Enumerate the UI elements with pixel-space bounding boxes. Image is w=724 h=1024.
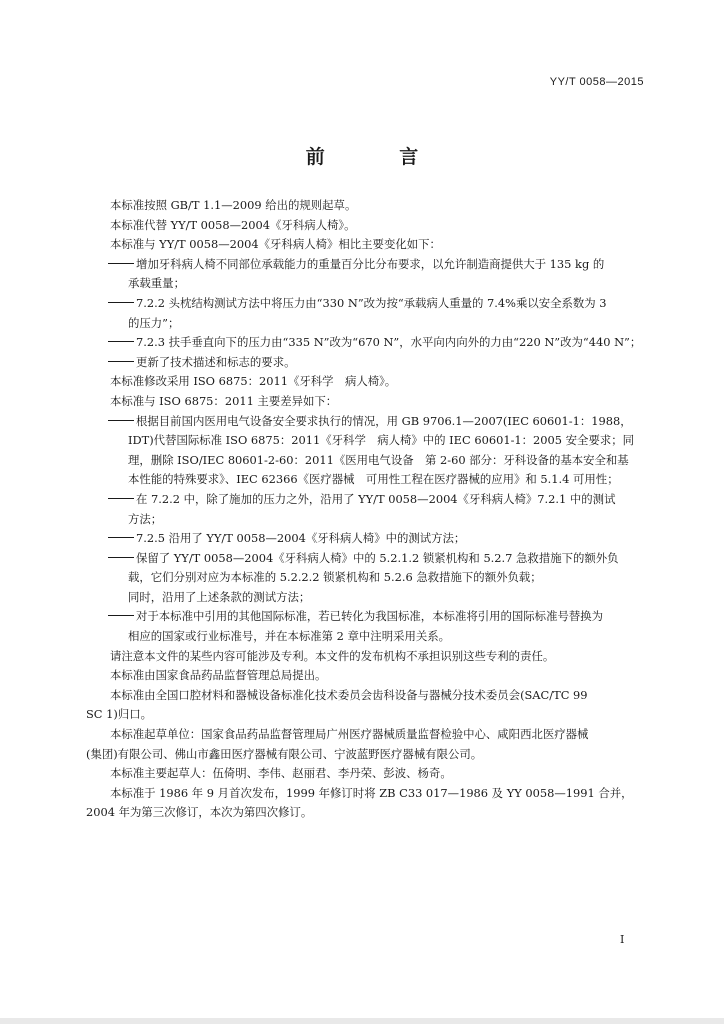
paragraph-line xyxy=(86,216,642,236)
list-item xyxy=(86,490,642,510)
line-text: 本标准由国家食品药品监督管理总局提出。 xyxy=(110,668,327,683)
paragraph-line xyxy=(86,431,642,451)
paragraph-line xyxy=(86,372,642,392)
paragraph-line xyxy=(86,510,642,530)
list-item xyxy=(86,412,642,432)
list-dash-marker xyxy=(108,537,134,538)
line-text: 增加牙科病人椅不同部位承载能力的重量百分比分布要求，以允许制造商提供大于 135 kg 的 xyxy=(136,256,605,271)
line-text: 在 7.2.2 中，除了施加的压力之外，沿用了 YY/T 0058—2004《牙科病人椅》7.2.1 中的测试 xyxy=(136,491,616,506)
page-bottom-edge xyxy=(0,1018,724,1024)
paragraph-line xyxy=(86,235,642,255)
list-dash-marker xyxy=(108,420,134,421)
line-text: 更新了技术描述和标志的要求。 xyxy=(136,354,296,369)
paragraph-line xyxy=(86,745,642,765)
paragraph-line xyxy=(86,451,642,471)
line-text: 理，删除 ISO/IEC 80601-2-60：2011《医用电气设备 第 2-60 部分：牙科设备的基本安全和基 xyxy=(128,452,629,467)
line-text: 对于本标准中引用的其他国际标准，若已转化为我国标准，本标准将引用的国际标准号替换为 xyxy=(136,609,604,624)
line-text: 7.2.2 头枕结构测试方法中将压力由“330 N”改为按“承载病人重量的 7.4%乘以安全系数为 3 xyxy=(136,295,607,310)
line-text: 载，它们分别对应为本标准的 5.2.2.2 锁紧机构和 5.2.6 急救措施下的额外负载； xyxy=(128,570,542,585)
line-text: 本性能的特殊要求》、IEC 62366《医疗器械 可用性工程在医疗器械的应用》和 5.1.4 可用性； xyxy=(128,472,619,487)
line-text: 同时，沿用了上述条款的测试方法； xyxy=(128,589,311,604)
paragraph-line xyxy=(86,568,642,588)
list-dash-marker xyxy=(108,557,134,558)
list-item xyxy=(86,607,642,627)
list-item xyxy=(86,333,642,353)
line-text: (集团)有限公司、佛山市鑫田医疗器械有限公司、宁波蓝野医疗器械有限公司。 xyxy=(86,746,483,761)
line-text: 根据目前国内医用电气设备安全要求执行的情况，用 GB 9706.1—2007(IEC 60601-1：1988， xyxy=(136,413,632,428)
paragraph-line xyxy=(86,314,642,334)
list-item xyxy=(86,529,642,549)
paragraph-line xyxy=(86,392,642,412)
line-text: 相应的国家或行业标准号，并在本标准第 2 章中注明采用关系。 xyxy=(128,629,451,644)
line-text: 7.2.3 扶手垂直向下的压力由“335 N”改为“670 N”，水平向内向外的力由“220 N”改为“440 N”； xyxy=(136,335,642,350)
document-body xyxy=(86,196,642,823)
paragraph-line xyxy=(86,705,642,725)
paragraph-line xyxy=(86,725,642,745)
line-text: 请注意本文件的某些内容可能涉及专利。本文件的发布机构不承担识别这些专利的责任。 xyxy=(110,648,555,663)
list-item xyxy=(86,255,642,275)
paragraph-line xyxy=(86,666,642,686)
page-title: 前 言 xyxy=(305,146,453,168)
line-text: 本标准起草单位：国家食品药品监督管理局广州医疗器械质量监督检验中心、咸阳西北医疗器械 xyxy=(110,727,589,742)
paragraph-line xyxy=(86,627,642,647)
list-item xyxy=(86,353,642,373)
line-text: 本标准与 ISO 6875：2011 主要差异如下： xyxy=(110,393,338,408)
paragraph-line xyxy=(86,803,642,823)
line-text: 2004 年为第三次修订，本次为第四次修订。 xyxy=(86,805,313,820)
list-dash-marker xyxy=(108,615,134,616)
line-text: 本标准按照 GB/T 1.1—2009 给出的规则起草。 xyxy=(110,198,357,212)
list-item xyxy=(86,549,642,569)
line-text: 方法； xyxy=(128,511,163,526)
line-text: IDT)代替国际标准 ISO 6875：2011《牙科学 病人椅》中的 IEC 60601-1：2005 安全要求；同 xyxy=(128,433,635,448)
paragraph-line xyxy=(86,784,642,804)
list-item xyxy=(86,294,642,314)
line-text: 本标准代替 YY/T 0058—2004《牙科病人椅》。 xyxy=(110,217,356,232)
page-number: I xyxy=(620,933,625,946)
line-text: 7.2.5 沿用了 YY/T 0058—2004《牙科病人椅》中的测试方法； xyxy=(136,531,466,546)
paragraph-line xyxy=(86,686,642,706)
list-dash-marker xyxy=(108,361,134,362)
standard-code: YY/T 0058—2015 xyxy=(549,76,644,88)
paragraph-line xyxy=(86,274,642,294)
line-text: 保留了 YY/T 0058—2004《牙科病人椅》中的 5.2.1.2 锁紧机构和 5.2.7 急救措施下的额外负 xyxy=(136,550,619,565)
list-dash-marker xyxy=(108,263,134,264)
paragraph-line xyxy=(86,764,642,784)
line-text: 本标准由全国口腔材料和器械设备标准化技术委员会齿科设备与器械分技术委员会(SAC/TC 99 xyxy=(110,687,588,702)
line-text: 本标准主要起草人：伍倚明、李伟、赵丽君、李丹荣、彭波、杨奇。 xyxy=(110,766,452,781)
paragraph-line xyxy=(86,196,642,216)
line-text: 的压力”； xyxy=(128,315,180,330)
line-text: 本标准修改采用 ISO 6875：2011《牙科学 病人椅》。 xyxy=(110,374,397,389)
list-dash-marker xyxy=(108,302,134,303)
line-text: SC 1)归口。 xyxy=(86,707,153,722)
list-dash-marker xyxy=(108,498,134,499)
paragraph-line xyxy=(86,647,642,667)
line-text: 本标准与 YY/T 0058—2004《牙科病人椅》相比主要变化如下： xyxy=(110,237,441,252)
line-text: 承载重量； xyxy=(128,276,185,291)
paragraph-line xyxy=(86,470,642,490)
list-dash-marker xyxy=(108,341,134,342)
line-text: 本标准于 1986 年 9 月首次发布，1999 年修订时将 ZB C33 017—1986 及 YY 0058—1991 合并， xyxy=(110,785,633,800)
paragraph-line xyxy=(86,588,642,608)
